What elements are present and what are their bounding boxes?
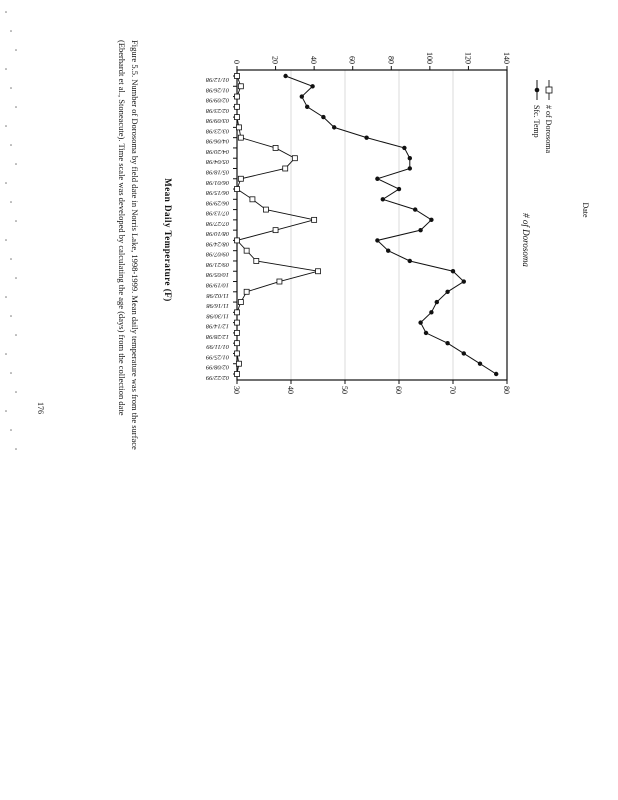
scan-speck bbox=[10, 372, 12, 374]
x-tick-label: 11/02/98 bbox=[206, 291, 229, 299]
point-dorosoma bbox=[235, 238, 240, 243]
point-dorosoma bbox=[235, 330, 240, 335]
legend-entry-dorosoma: # of Dorosoma bbox=[544, 105, 553, 153]
point-dorosoma bbox=[235, 341, 240, 346]
y-right-tick-label: 60 bbox=[394, 386, 403, 394]
point-dorosoma bbox=[238, 135, 243, 140]
point-temp bbox=[397, 187, 401, 191]
scan-speck bbox=[15, 277, 17, 279]
x-tick-label: 08/10/98 bbox=[205, 230, 229, 238]
scan-speck bbox=[15, 448, 17, 450]
x-tick-label: 07/13/98 bbox=[205, 209, 229, 217]
point-temp bbox=[462, 279, 466, 283]
point-dorosoma bbox=[236, 361, 241, 366]
y-right-tick-label: 30 bbox=[232, 386, 241, 394]
point-temp bbox=[418, 320, 422, 324]
point-dorosoma bbox=[244, 248, 249, 253]
scan-speck bbox=[10, 258, 12, 260]
y-left-axis bbox=[232, 52, 511, 70]
plot-area bbox=[237, 70, 507, 380]
point-temp bbox=[429, 310, 433, 314]
point-temp bbox=[451, 269, 455, 273]
point-temp bbox=[408, 156, 412, 160]
scan-speck bbox=[5, 239, 7, 241]
page-number: 176 bbox=[36, 402, 45, 414]
x-tick-label: 02/22/99 bbox=[205, 374, 229, 381]
x-tick-label: 11/16/98 bbox=[206, 302, 229, 310]
scan-speck bbox=[15, 391, 17, 393]
y-right-tick-label: 50 bbox=[340, 386, 349, 394]
x-tick-label: 02/08/99 bbox=[205, 363, 229, 371]
point-dorosoma bbox=[273, 145, 278, 150]
x-tick-label: 11/30/98 bbox=[206, 312, 229, 320]
x-tick-label: 03/23/98 bbox=[205, 127, 229, 135]
point-dorosoma bbox=[235, 372, 240, 377]
point-dorosoma bbox=[312, 217, 317, 222]
point-dorosoma bbox=[244, 289, 249, 294]
point-dorosoma bbox=[250, 197, 255, 202]
x-tick-label: 09/07/98 bbox=[205, 250, 229, 258]
scan-speck bbox=[5, 125, 7, 127]
point-dorosoma bbox=[292, 156, 297, 161]
point-temp bbox=[424, 331, 428, 335]
x-tick-label: 02/23/98 bbox=[205, 106, 229, 114]
point-dorosoma bbox=[235, 74, 240, 79]
scan-speck bbox=[15, 163, 17, 165]
scan-speck bbox=[10, 201, 12, 203]
point-temp bbox=[375, 238, 379, 242]
x-tick-label: 05/04/98 bbox=[205, 158, 229, 166]
point-dorosoma bbox=[273, 228, 278, 233]
point-temp bbox=[478, 362, 482, 366]
scan-speck bbox=[10, 144, 12, 146]
x-tick-label: 06/15/98 bbox=[205, 189, 229, 197]
y-left-tick-label: 140 bbox=[502, 52, 511, 64]
legend-entry-temp: Sfc. Temp bbox=[532, 105, 541, 138]
y-left-tick-label: 120 bbox=[463, 52, 473, 64]
x-tick-label: 07/27/98 bbox=[205, 219, 229, 227]
y-left-axis-title: # of Dorosoma bbox=[521, 213, 531, 267]
x-tick-label: 02/09/98 bbox=[205, 96, 229, 104]
left-margin-marks bbox=[5, 11, 17, 450]
scan-speck bbox=[5, 11, 7, 13]
y-left-tick-label: 80 bbox=[386, 56, 396, 64]
point-temp bbox=[381, 197, 385, 201]
scan-speck bbox=[15, 334, 17, 336]
point-dorosoma bbox=[263, 207, 268, 212]
point-temp bbox=[418, 228, 422, 232]
point-dorosoma bbox=[238, 300, 243, 305]
x-tick-label: 12/14/98 bbox=[205, 322, 229, 330]
figure-caption-line-1: Figure 5.5. Number of Dorosoma by field date in Norris Lake, 1998-1999. Mean daily temperature was from the surface bbox=[130, 40, 140, 450]
x-tick-label: 12/28/98 bbox=[205, 332, 229, 340]
point-temp bbox=[462, 351, 466, 355]
figure-caption-line-2: (Eberhardt et al., Stoneacute). Time scale was developed by calculating the age (days) from the collection date bbox=[117, 40, 127, 416]
point-dorosoma bbox=[316, 269, 321, 274]
x-tick-label: 10/19/98 bbox=[205, 281, 229, 289]
point-dorosoma bbox=[283, 166, 288, 171]
x-tick-label: 10/05/98 bbox=[205, 271, 229, 279]
point-temp bbox=[332, 125, 336, 129]
y-left-tick-label: 40 bbox=[309, 56, 319, 64]
point-temp bbox=[408, 259, 412, 263]
x-tick-label: 06/01/98 bbox=[205, 178, 229, 186]
scan-speck bbox=[15, 49, 17, 51]
point-temp bbox=[445, 290, 449, 294]
x-axis bbox=[205, 76, 237, 381]
series-line-temp bbox=[286, 76, 497, 374]
point-temp bbox=[321, 115, 325, 119]
scan-speck bbox=[10, 315, 12, 317]
scan-speck bbox=[5, 182, 7, 184]
scan-speck bbox=[5, 410, 7, 412]
point-dorosoma bbox=[235, 310, 240, 315]
point-temp bbox=[310, 84, 314, 88]
y-left-tick-label: 20 bbox=[270, 56, 280, 64]
point-temp bbox=[435, 300, 439, 304]
legend-marker-dorosoma bbox=[546, 87, 552, 93]
point-temp bbox=[375, 177, 379, 181]
point-temp bbox=[386, 248, 390, 252]
point-dorosoma bbox=[235, 104, 240, 109]
y-right-tick-label: 80 bbox=[502, 386, 511, 394]
point-temp bbox=[364, 135, 368, 139]
point-temp bbox=[445, 341, 449, 345]
x-tick-label: 04/06/98 bbox=[205, 137, 229, 145]
x-tick-label: 05/18/98 bbox=[205, 168, 229, 176]
scan-speck bbox=[15, 106, 17, 108]
x-tick-label: 04/20/98 bbox=[205, 147, 229, 155]
point-dorosoma bbox=[277, 279, 282, 284]
point-temp bbox=[494, 372, 498, 376]
point-dorosoma bbox=[235, 351, 240, 356]
point-temp bbox=[413, 207, 417, 211]
x-tick-label: 09/21/98 bbox=[205, 260, 229, 268]
y-right-tick-label: 70 bbox=[448, 386, 457, 394]
point-temp bbox=[402, 146, 406, 150]
point-dorosoma bbox=[238, 84, 243, 89]
x-tick-label: 06/29/98 bbox=[205, 199, 229, 207]
scan-speck bbox=[5, 296, 7, 298]
scan-speck bbox=[10, 30, 12, 32]
plot-frame bbox=[237, 70, 507, 380]
x-tick-label: 03/09/98 bbox=[205, 117, 229, 125]
point-dorosoma bbox=[235, 187, 240, 192]
point-dorosoma bbox=[235, 94, 240, 99]
y-right-axis-title: Mean Daily Temperature (F) bbox=[163, 178, 173, 302]
x-tick-label: 01/25/99 bbox=[205, 353, 229, 361]
x-tick-label: 08/24/98 bbox=[205, 240, 229, 248]
scan-speck bbox=[10, 429, 12, 431]
x-tick-label: 01/12/98 bbox=[205, 76, 229, 83]
scan-speck bbox=[15, 220, 17, 222]
scan-speck bbox=[10, 87, 12, 89]
scan-speck bbox=[5, 353, 7, 355]
point-dorosoma bbox=[236, 125, 241, 130]
scan-speck bbox=[5, 68, 7, 70]
legend bbox=[532, 80, 553, 153]
y-left-tick-label: 100 bbox=[424, 52, 434, 64]
point-dorosoma bbox=[235, 115, 240, 120]
series-layer bbox=[235, 74, 499, 377]
point-temp bbox=[408, 166, 412, 170]
y-left-tick-label: 60 bbox=[347, 56, 357, 64]
x-tick-label: 01/26/98 bbox=[205, 86, 229, 94]
y-right-tick-label: 40 bbox=[286, 386, 295, 394]
point-temp bbox=[429, 218, 433, 222]
point-dorosoma bbox=[238, 176, 243, 181]
series-line-dorosoma bbox=[237, 76, 318, 374]
legend-marker-temp bbox=[535, 88, 540, 93]
point-dorosoma bbox=[235, 320, 240, 325]
x-tick-label: 01/11/99 bbox=[206, 343, 229, 351]
point-temp bbox=[300, 94, 304, 98]
x-axis-title: Date bbox=[581, 202, 590, 218]
point-temp bbox=[283, 74, 287, 78]
point-temp bbox=[305, 105, 309, 109]
point-dorosoma bbox=[254, 258, 259, 263]
y-left-tick-label: 0 bbox=[232, 60, 241, 64]
